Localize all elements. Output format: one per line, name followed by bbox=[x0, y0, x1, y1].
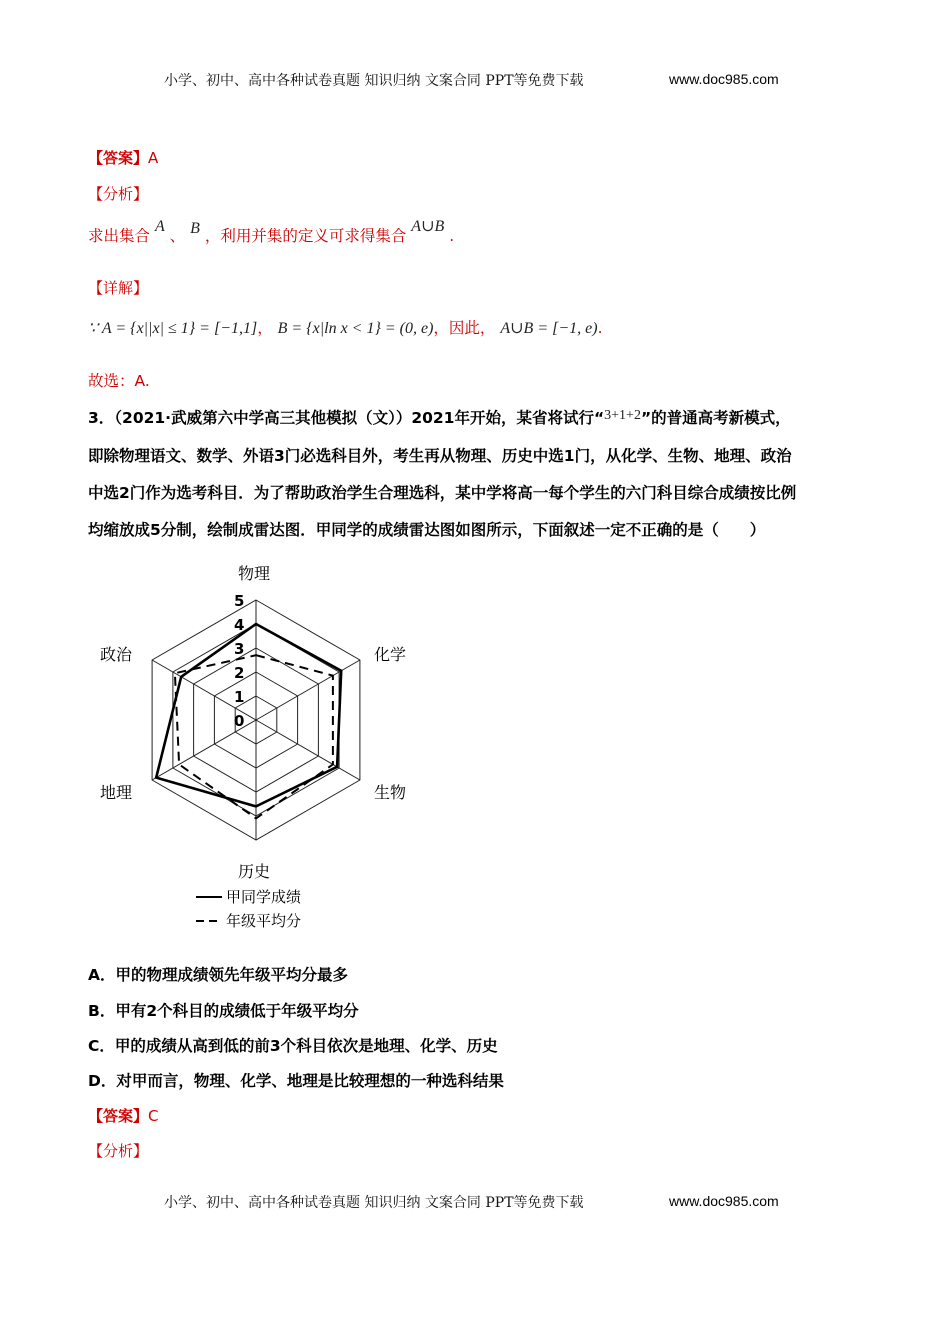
option-d-text: 对甲而言，物理、化学、地理是比较理想的一种选科结果 bbox=[116, 1072, 504, 1090]
prev-detail-tag: 【详解】 bbox=[88, 279, 149, 297]
answer-tag: 【答案】 bbox=[88, 149, 149, 167]
prev-choose: 故选：A. bbox=[88, 372, 150, 390]
q3-line-2: 即除物理语文、数学、外语3门必选科目外，考生再从物理、历史中选1门，从化学、生物、地理、政治 bbox=[88, 447, 792, 465]
footer-site-link[interactable]: www.doc985.com bbox=[669, 1193, 779, 1209]
radar-spoke-3 bbox=[256, 720, 360, 780]
option-a-label: A． bbox=[88, 966, 116, 984]
page-footer bbox=[164, 1192, 584, 1212]
analysis-end: . bbox=[449, 227, 455, 245]
radar-tick-0: 0 bbox=[234, 712, 245, 730]
answer2-tag: 【答案】 bbox=[88, 1107, 149, 1125]
detail-formula-1: ∵ A = {x||x| ≤ 1} = [−1,1] bbox=[88, 320, 258, 337]
option-c-label: C． bbox=[88, 1037, 115, 1055]
radar-legend bbox=[196, 888, 301, 930]
q3-analysis-tag: 【分析】 bbox=[88, 1142, 149, 1160]
radar-series-student bbox=[156, 624, 341, 806]
radar-tick-2: 2 bbox=[234, 664, 245, 682]
option-a-text: 甲的物理成绩领先年级平均分最多 bbox=[115, 966, 349, 984]
radar-axis-label-1: 物理 bbox=[238, 564, 271, 583]
legend-label-2: 年级平均分 bbox=[226, 912, 302, 930]
legend-label-1: 甲同学成绩 bbox=[226, 888, 302, 906]
set-b-symbol: B bbox=[190, 220, 200, 237]
detail-comma: ， bbox=[257, 319, 273, 337]
analysis-mid: ，利用并集的定义可求得集合 bbox=[204, 227, 407, 245]
radar-axis-label-6: 政治 bbox=[100, 645, 133, 664]
option-a[interactable] bbox=[88, 963, 348, 985]
q3-line1-b: ”的普通高考新模式， bbox=[640, 409, 791, 427]
radar-grid bbox=[152, 600, 360, 840]
q3-line1-a: 3．（2021·武威第六中学高三其他模拟（文））2021年开始，某省将试行“ bbox=[88, 409, 605, 427]
option-b-text: 甲有2个科目的成绩低于年级平均分 bbox=[115, 1002, 359, 1020]
radar-series-grade-average bbox=[175, 655, 333, 818]
radar-tick-4: 4 bbox=[234, 616, 245, 634]
radar-tick-3: 3 bbox=[234, 640, 245, 658]
option-d-label: D． bbox=[88, 1072, 117, 1090]
radar-series bbox=[156, 624, 341, 818]
radar-axis-label-4: 历史 bbox=[238, 862, 271, 881]
q3-line-4: 均缩放成5分制，绘制成雷达图．甲同学的成绩雷达图如图所示，下面叙述一定不正确的是（ ） bbox=[88, 521, 766, 539]
option-b-label: B． bbox=[88, 1002, 116, 1020]
option-c[interactable] bbox=[88, 1034, 498, 1056]
q3-answer-line bbox=[88, 1105, 159, 1126]
header-text: 小学、初中、高中各种试卷真题 知识归纳 文案合同 PPT等免费下载 bbox=[164, 73, 584, 89]
union-symbol: A∪B bbox=[411, 218, 445, 235]
radar-axis-label-2: 化学 bbox=[374, 645, 407, 664]
footer-text: 小学、初中、高中各种试卷真题 知识归纳 文案合同 PPT等免费下载 bbox=[164, 1195, 584, 1211]
prev-analysis-tag: 【分析】 bbox=[88, 185, 149, 203]
q3-formula: 3+1+2 bbox=[604, 408, 641, 423]
set-a-symbol: A bbox=[154, 218, 165, 235]
answer2-value: C bbox=[148, 1107, 159, 1125]
analysis-sep: 、 bbox=[169, 227, 186, 245]
option-d[interactable] bbox=[88, 1069, 504, 1091]
radar-axis-label-3: 生物 bbox=[374, 783, 407, 802]
q3-line-3: 中选2门作为选考科目．为了帮助政治学生合理选科，某中学将高一每个学生的六门科目综合成绩按比例 bbox=[88, 484, 797, 502]
answer-value: A bbox=[148, 149, 159, 167]
radar-axis-label-5: 地理 bbox=[100, 783, 133, 802]
option-c-text: 甲的成绩从高到低的前3个科目依次是地理、化学、历史 bbox=[114, 1037, 498, 1055]
option-b[interactable] bbox=[88, 999, 359, 1021]
radar-tick-5: 5 bbox=[234, 592, 245, 610]
analysis-pre: 求出集合 bbox=[88, 227, 151, 245]
detail-formula-3: A∪B = [−1, e) bbox=[500, 320, 598, 337]
detail-therefore: ，因此， bbox=[433, 319, 496, 337]
radar-tick-1: 1 bbox=[234, 688, 245, 706]
detail-formula-2: B = {x|ln x < 1} = (0, e) bbox=[277, 320, 434, 337]
detail-end: . bbox=[597, 319, 603, 337]
header-site-link[interactable]: www.doc985.com bbox=[669, 71, 779, 87]
